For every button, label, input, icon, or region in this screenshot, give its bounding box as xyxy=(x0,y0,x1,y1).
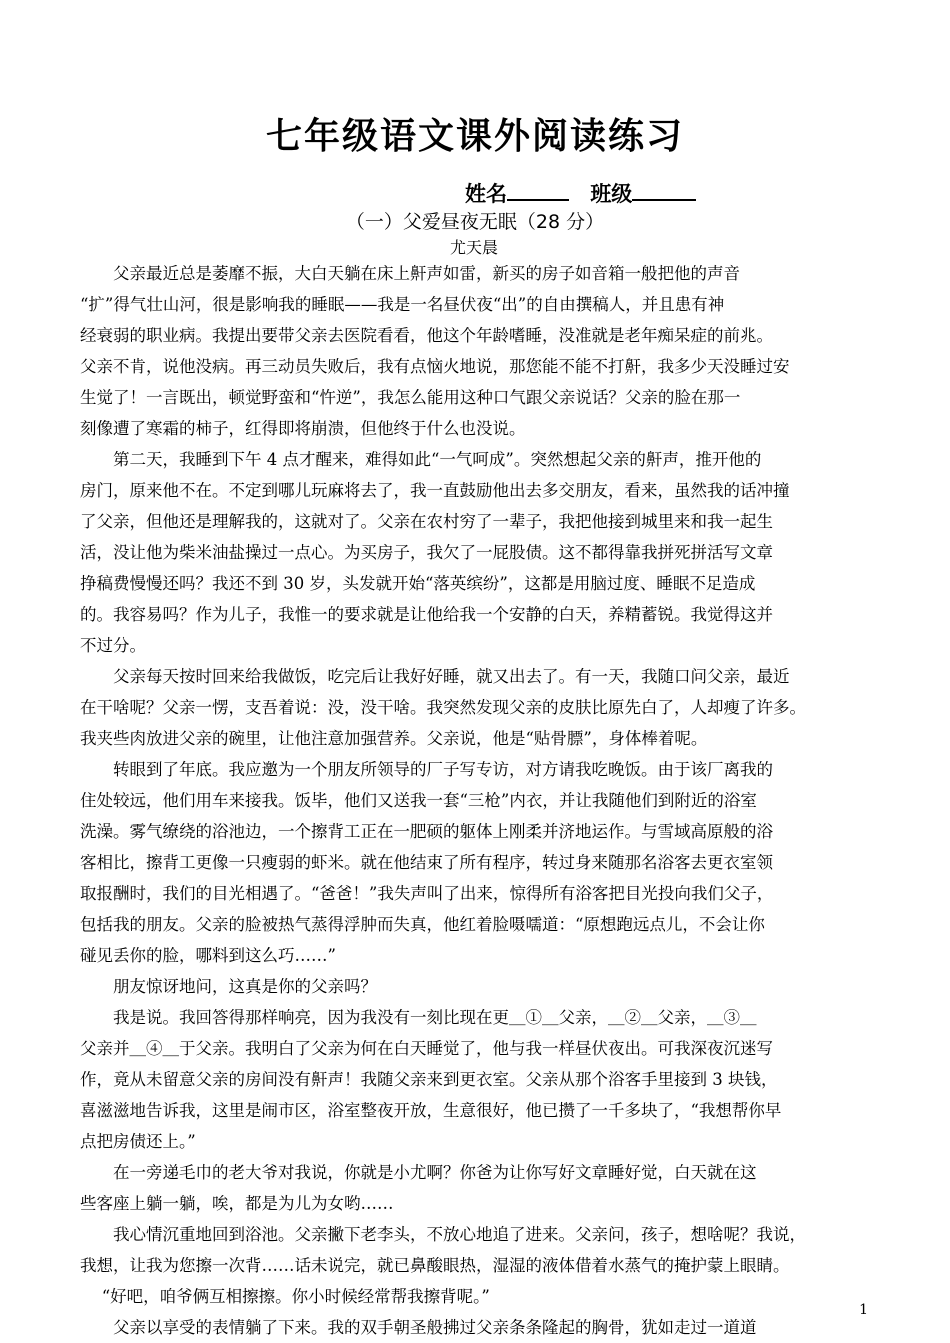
text-line: 不过分。 xyxy=(80,636,146,655)
text-line: 了父亲，但他还是理解我的，这就对了。父亲在农村穷了一辈子，我把他接到城里来和我一起生 xyxy=(80,512,773,531)
text-line: 的。我容易吗？作为儿子，我惟一的要求就是让他给我一个安静的白天，养精蓄锐。我觉得这并 xyxy=(80,605,773,624)
text-line: 洗澡。雾气缭绕的浴池边，一个擦背工正在一肥硕的躯体上刚柔并济地运作。与雪域高原般的浴 xyxy=(80,822,773,841)
text-line: 经衰弱的职业病。我提出要带父亲去医院看看，他这个年龄嗜睡，没准就是老年痴呆症的前兆。 xyxy=(80,326,773,345)
text-line: 房门，原来他不在。不定到哪儿玩麻将去了，我一直鼓励他出去多交朋友，看来，虽然我的话冲撞 xyxy=(80,481,790,500)
text-line: 第二天，我睡到下午 4 点才醒来，难得如此“一气呵成”。突然想起父亲的鼾声，推开他的 xyxy=(80,450,762,469)
text-line: 父亲以享受的表情躺了下来。我的双手朝圣般拂过父亲条条隆起的胸骨，犹如走过一道道 xyxy=(80,1318,757,1337)
text-line: 我是说。我回答得那样响亮，因为我没有一刻比现在更＿①＿父亲，＿②＿父亲，＿③＿ xyxy=(80,1008,757,1027)
text-line: 父亲并＿④＿于父亲。我明白了父亲为何在白天睡觉了，他与我一样昼伏夜出。可我深夜沉迷写 xyxy=(80,1039,773,1058)
text-line: 父亲不肯，说他没病。再三动员失败后，我有点恼火地说，那您能不能不打鼾，我多少天没睡过安 xyxy=(80,357,790,376)
text-line: 包括我的朋友。父亲的脸被热气蒸得浮肿而失真，他红着脸嗫嚅道：“原想跑远点儿，不会让你 xyxy=(80,915,765,934)
article-body xyxy=(80,258,870,1343)
class-blank xyxy=(632,181,696,201)
text-line: 我夹些肉放进父亲的碗里，让他注意加强营养。父亲说，他是“贴骨膘”，身体棒着呢。 xyxy=(80,729,708,748)
text-line: 喜滋滋地告诉我，这里是闹市区，浴室整夜开放，生意很好，他已攒了一千多块了，“我想帮你早 xyxy=(80,1101,782,1120)
text-line: 点把房债还上。” xyxy=(80,1132,196,1151)
text-line: 在干啥呢？父亲一愣，支吾着说：没，没干啥。我突然发现父亲的皮肤比原先白了，人却瘦了许多。 xyxy=(80,698,806,717)
text-line: 转眼到了年底。我应邀为一个朋友所领导的厂子写专访，对方请我吃晚饭。由于该厂离我的 xyxy=(80,760,773,779)
text-line: 刻像遭了寒霜的柿子，红得即将崩溃，但他终于什么也没说。 xyxy=(80,419,526,438)
text-line: 朋友惊讶地问，这真是你的父亲吗？ xyxy=(80,977,377,996)
text-line: 父亲最近总是萎靡不振，大白天躺在床上鼾声如雷，新买的房子如音箱一般把他的声音 xyxy=(80,264,740,283)
section-title: （一）父爱昼夜无眠（28 分） xyxy=(345,211,605,233)
text-line: “好吧，咱爷俩互相擦擦。你小时候经常帮我擦背呢。” xyxy=(80,1287,490,1306)
text-line: 活，没让他为柴米油盐操过一点心。为买房子，我欠了一屁股债。这不都得靠我拼死拼活写文章 xyxy=(80,543,773,562)
page-title: 七年级语文课外阅读练习 xyxy=(265,115,684,157)
name-blank xyxy=(507,181,569,201)
text-line: 父亲每天按时回来给我做饭，吃完后让我好好睡，就又出去了。有一天，我随口问父亲，最近 xyxy=(80,667,790,686)
text-line: 碰见丢你的脸，哪料到这么巧……” xyxy=(80,946,336,965)
class-label: 班级 xyxy=(590,182,633,206)
text-line: 住处较远，他们用车来接我。饭毕，他们又送我一套“三枪”内衣，并让我随他们到附近的浴室 xyxy=(80,791,757,810)
text-line: 些客座上躺一躺，唉，都是为儿为女哟…… xyxy=(80,1194,394,1213)
text-line: 生觉了！一言既出，顿觉野蛮和“忤逆”，我怎么能用这种口气跟父亲说话？父亲的脸在那一 xyxy=(80,388,741,407)
name-label: 姓名 xyxy=(465,182,507,206)
name-class-line xyxy=(465,178,696,208)
text-line: 我心情沉重地回到浴池。父亲撇下老李头，不放心地追了进来。父亲问，孩子，想啥呢？我说， xyxy=(80,1225,806,1244)
article-text xyxy=(80,258,870,1343)
text-line: 作，竟从未留意父亲的房间没有鼾声！我随父亲来到更衣室。父亲从那个浴客手里接到 3 块钱， xyxy=(80,1070,778,1089)
text-line: 在一旁递毛巾的老大爷对我说，你就是小尤啊？你爸为让你写好文章睡好觉，白天就在这 xyxy=(80,1163,757,1182)
author: 尤天晨 xyxy=(450,238,499,257)
text-line: “扩”得气壮山河，很是影响我的睡眠——我是一名昼伏夜“出”的自由撰稿人，并且患有神 xyxy=(80,295,725,314)
text-line: 挣稿费慢慢还吗？我还不到 30 岁，头发就开始“落英缤纷”，这都是用脑过度、睡眠不足造成 xyxy=(80,574,756,593)
page-number: 1 xyxy=(859,1302,868,1318)
text-line: 取报酬时，我们的目光相遇了。“爸爸！”我失声叫了出来，惊得所有浴客把目光投向我们父子， xyxy=(80,884,774,903)
text-line: 客相比，擦背工更像一只瘦弱的虾米。就在他结束了所有程序，转过身来随那名浴客去更衣室领 xyxy=(80,853,773,872)
text-line: 我想，让我为您擦一次背……话未说完，就已鼻酸眼热，湿湿的液体借着水蒸气的掩护蒙上眼睛。 xyxy=(80,1256,790,1275)
